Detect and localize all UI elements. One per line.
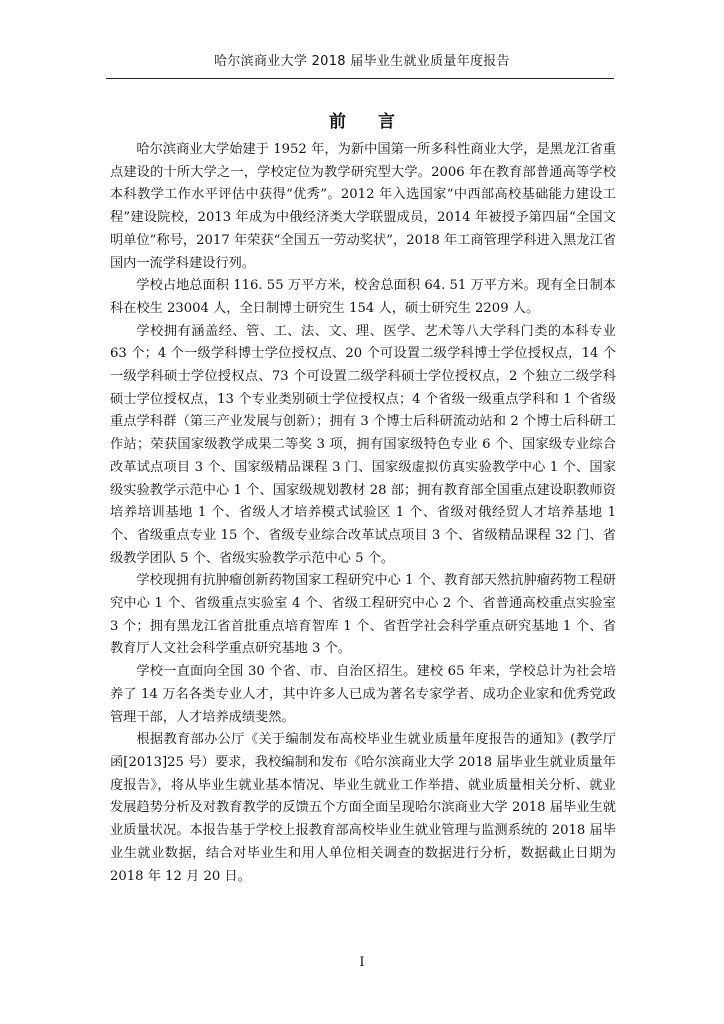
header-rule [106,78,614,79]
paragraph-research: 学校现拥有抗肿瘤创新药物国家工程研究中心 1 个、教育部天然抗肿瘤药物工程研究中心 1 个、省级重点实验室 4 个、省级工程研究中心 2 个、省普通高校重点实验室 3 个；拥有黑龙江省首批重点培育智库 1 个、省哲学社会科学重点研究基地 1 个、省教育厅人文社会科学重点研究基地 3 个。 [110,573,616,657]
running-header: 哈尔滨商业大学 2018 届毕业生就业质量年度报告 [214,54,510,69]
paragraph-disciplines: 学校拥有涵盖经、管、工、法、文、理、医学、艺术等八大学科门类的本科专业 63 个；4 个一级学科博士学位授权点、20 个可设置二级学科博士学位授权点，14 个一级学科硕士学位授权点、73 个可设置二级学科硕士学位授权点，2 个独立二级学科硕士学位授权点，13 个专业类别硕士学位授权点；4 个省级一级重点学科和 1 个省级重点学科群（第三产业发展与创新）；拥有 3 个博士后科研流动站和 2 个博士后科研工作站；荣获国家级教学成果二等奖 3 项，拥有国家级特色专业 6 个、国家级专业综合改革试点项目 3 个、国家级精品课程 3 门、国家级虚拟仿真实验教学中心 1 个、国家级实验教学示范中心 1 个、国家级规划教材 28 部；拥有教育部全国重点建设职教师资培养培训基地 1 个、省级人才培养模式试验区 1 个、省级对俄经贸人才培养基地 1 个、省级重点专业 15 个、省级专业综合改革试点项目 3 个、省级精品课程 32 门、省级教学团队 5 个、省级实验教学示范中心 5 个。 [110,323,616,566]
body-text [110,139,616,888]
paragraph-enrollment: 学校一直面向全国 30 个省、市、自治区招生。建校 65 年来，学校总计为社会培养了 14 万名各类专业人才，其中许多人已成为著名专家学者、成功企业家和优秀党政管理干部，人才培养成绩斐然。 [110,664,616,725]
paragraph-history: 哈尔滨商业大学始建于 1952 年，为新中国第一所多科性商业大学，是黑龙江省重点建设的十所大学之一，学校定位为教学研究型大学。2006 年在教育部普通高等学校本科教学工作水平评估中获得“优秀”。2012 年入选国家“中西部高校基础能力建设工程”建设院校，2013 年成为中俄经济类大学联盟成员，2014 年被授予第四届“全国文明单位”称号，2017 年荣获“全国五一劳动奖状”，2018 年工商管理学科进入黑龙江省国内一流学科建设行列。 [110,142,616,271]
paragraph-campus: 学校占地总面积 116. 55 万平方米，校舍总面积 64. 51 万平方米。现有全日制本科在校生 23004 人，全日制博士研究生 154 人，硕士研究生 2209 人。 [110,278,616,316]
section-title: 前言 [329,112,427,132]
paragraph-report-basis: 根据教育部办公厅《关于编制发布高校毕业生就业质量年度报告的通知》(教学厅函[2013]25 号）要求，我校编制和发布《哈尔滨商业大学 2018 届毕业生就业质量年度报告》，将从毕业生就业基本情况、毕业生就业工作举措、就业质量相关分析、就业发展趋势分析及对教育教学的反馈五个方面全面呈现哈尔滨商业大学 2018 届毕业生就业质量状况。本报告基于学校上报教育部高校毕业生就业管理与监测系统的 2018 届毕业生就业数据，结合对毕业生和用人单位相关调查的数据进行分析，数据截止日期为 2018 年 12 月 20 日。 [110,732,616,884]
page-number: I [359,955,365,970]
